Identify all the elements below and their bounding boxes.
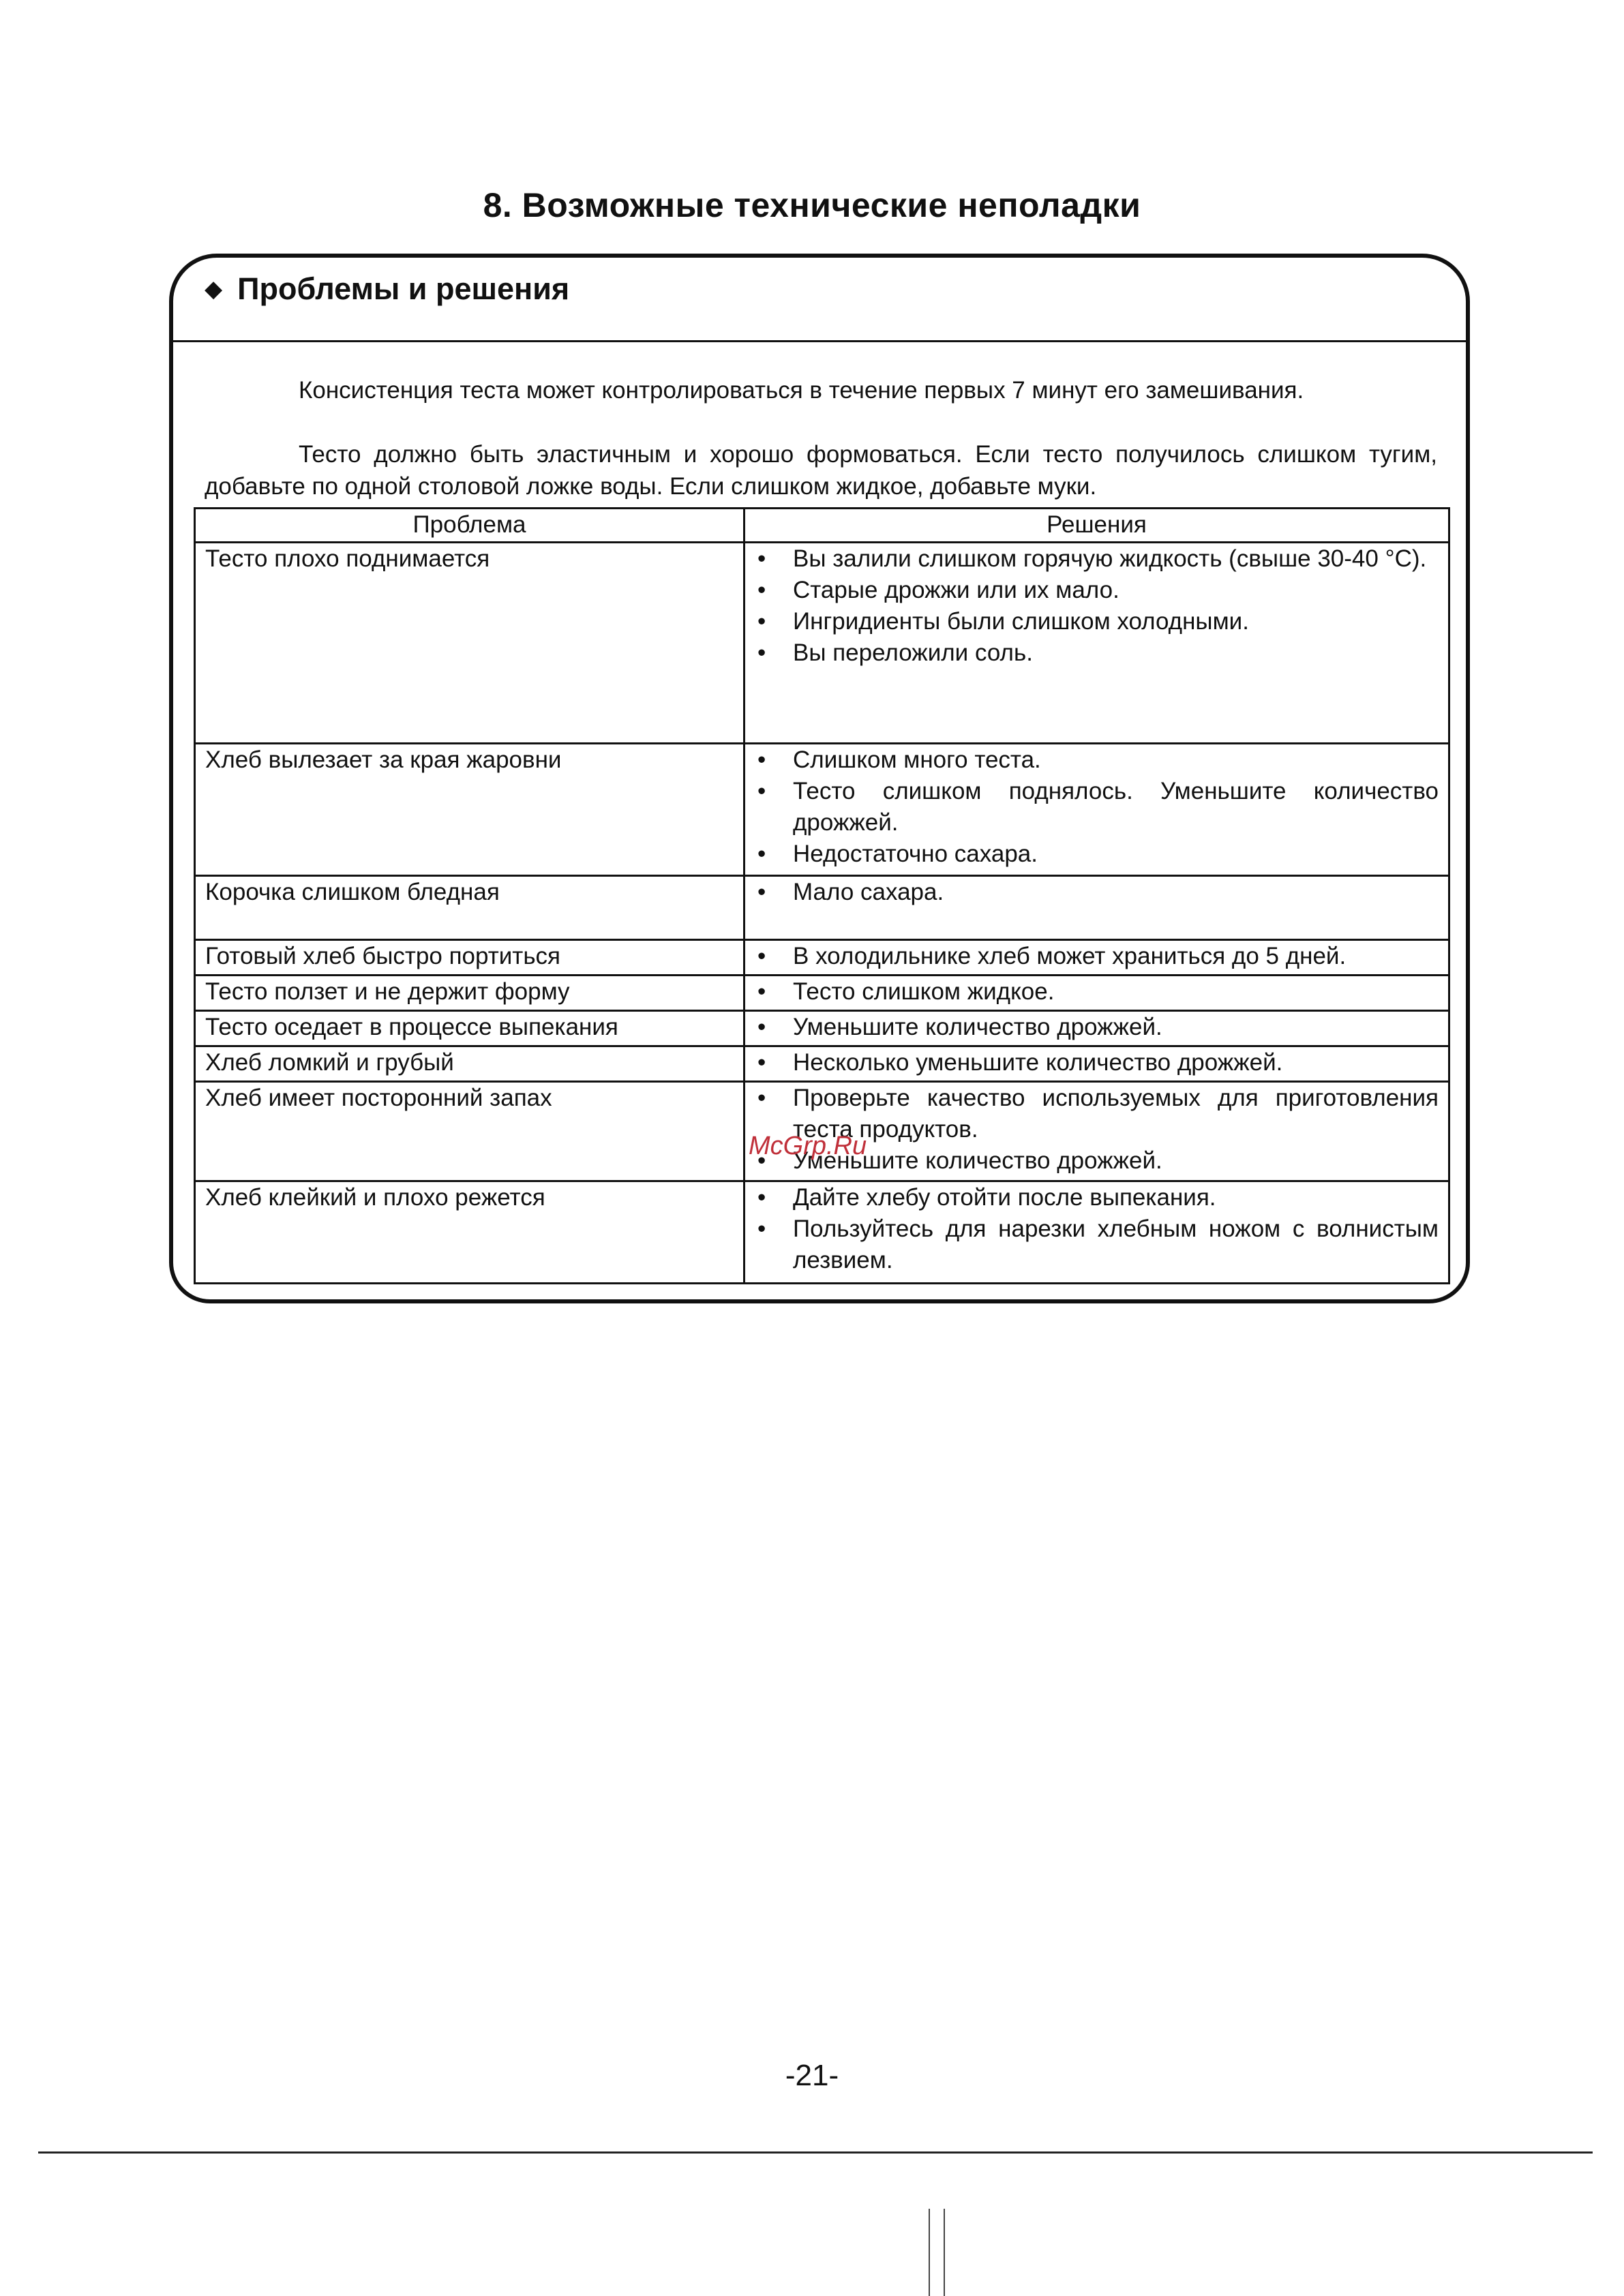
page-number: -21-: [785, 2059, 839, 2092]
problem-cell: Корочка слишком бледная: [195, 876, 745, 940]
bottom-rule: [38, 2151, 1593, 2154]
solution-item: • Уменьшите количество дрожжей.: [755, 1012, 1439, 1043]
table-header-row: [195, 509, 1449, 543]
problem-cell: Хлеб ломкий и грубый: [195, 1046, 745, 1082]
table-row: [195, 1181, 1449, 1284]
column-header-solutions: Решения: [745, 509, 1449, 543]
solutions-cell: [745, 940, 1449, 976]
solutions-cell: [745, 1046, 1449, 1082]
column-header-problem: Проблема: [195, 509, 745, 543]
solution-item: • Недостаточно сахара.: [755, 839, 1439, 870]
problem-cell: Тесто ползет и не держит форму: [195, 976, 745, 1011]
problem-cell: Хлеб вылезает за края жаровни: [195, 744, 745, 876]
solution-item: • Ингридиенты были слишком холодными.: [755, 606, 1439, 637]
intro-paragraph-1: Консистенция теста может контролироваться в течение первых 7 минут его замешивания.: [299, 377, 1304, 404]
solution-item: • Мало сахара.: [755, 877, 1439, 908]
section-title: [205, 271, 569, 307]
watermark: McGrp.Ru: [749, 1132, 867, 1160]
binding-mark-right: [944, 2209, 945, 2296]
table-row: [195, 744, 1449, 876]
intro-paragraph-2: Тесто должно быть эластичным и хорошо формоваться. Если тесто получилось слишком тугим, добавьте по одной столовой ложке воды. Если слишком жидкое, добавьте муки.: [205, 441, 1437, 500]
diamond-icon: ◆: [205, 276, 223, 302]
problem-cell: Готовый хлеб быстро портиться: [195, 940, 745, 976]
solutions-cell: [745, 543, 1449, 744]
solution-item: • Дайте хлебу отойти после выпекания.: [755, 1182, 1439, 1213]
solutions-cell: [745, 744, 1449, 876]
troubleshooting-table: [194, 507, 1450, 1284]
table-row: [195, 543, 1449, 744]
table-row: [195, 876, 1449, 940]
table-row: [195, 1011, 1449, 1046]
solutions-cell: [745, 976, 1449, 1011]
solution-item: • Вы залили слишком горячую жидкость (свыше 30-40 °C).: [755, 543, 1439, 575]
solution-item: • В холодильнике хлеб может храниться до 5 дней.: [755, 941, 1439, 972]
solution-item: • Старые дрожжи или их мало.: [755, 575, 1439, 606]
problem-cell: Хлеб клейкий и плохо режется: [195, 1181, 745, 1284]
solution-item: • Тесто слишком поднялось. Уменьшите количество дрожжей.: [755, 776, 1439, 839]
problem-cell: Тесто плохо поднимается: [195, 543, 745, 744]
solution-item: • Вы переложили соль.: [755, 637, 1439, 669]
solution-item: • Проверьте качество используемых для приготовления теста продуктов.: [755, 1083, 1439, 1145]
solutions-cell: [745, 876, 1449, 940]
solution-item: • Уменьшите количество дрожжей.: [755, 1145, 1439, 1177]
table-row: [195, 1046, 1449, 1082]
table-row: [195, 976, 1449, 1011]
solution-item: • Пользуйтесь для нарезки хлебным ножом с волнистым лезвием.: [755, 1213, 1439, 1276]
solution-item: • Несколько уменьшите количество дрожжей.: [755, 1047, 1439, 1078]
page-title: 8. Возможные технические неполадки: [483, 185, 1141, 224]
solution-item: • Тесто слишком жидкое.: [755, 976, 1439, 1008]
binding-mark-left: [929, 2209, 930, 2296]
solutions-cell: [745, 1181, 1449, 1284]
solutions-cell: [745, 1011, 1449, 1046]
problem-cell: Тесто оседает в процессе выпекания: [195, 1011, 745, 1046]
solution-item: • Слишком много теста.: [755, 744, 1439, 776]
table-row: [195, 940, 1449, 976]
problem-cell: Хлеб имеет посторонний запах: [195, 1082, 745, 1181]
section-title-text: Проблемы и решения: [237, 271, 570, 306]
